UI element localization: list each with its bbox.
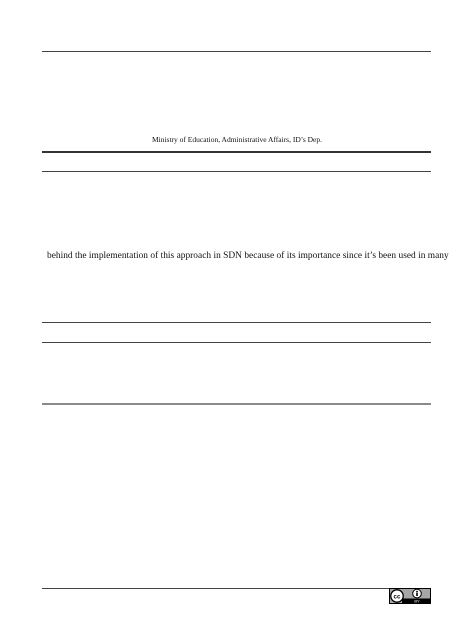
- section-rule-1: [42, 322, 431, 323]
- license-badge-text: BY: [414, 598, 420, 604]
- section-rule-3: [42, 403, 431, 405]
- creative-commons-by-icon: [389, 588, 431, 604]
- top-rule: [42, 51, 431, 52]
- body-text-line: behind the implementation of this approach in SDN because of its importance since it’s been used in many: [47, 251, 449, 261]
- abstract-second-rule: [42, 171, 431, 172]
- svg-text:cc: cc: [393, 593, 401, 601]
- section-rule-2: [42, 342, 431, 343]
- footer-rule: [42, 588, 431, 589]
- author-affiliation: Ministry of Education, Administrative Affairs, ID’s Dep.: [151, 135, 323, 144]
- abstract-top-rule: [42, 151, 431, 153]
